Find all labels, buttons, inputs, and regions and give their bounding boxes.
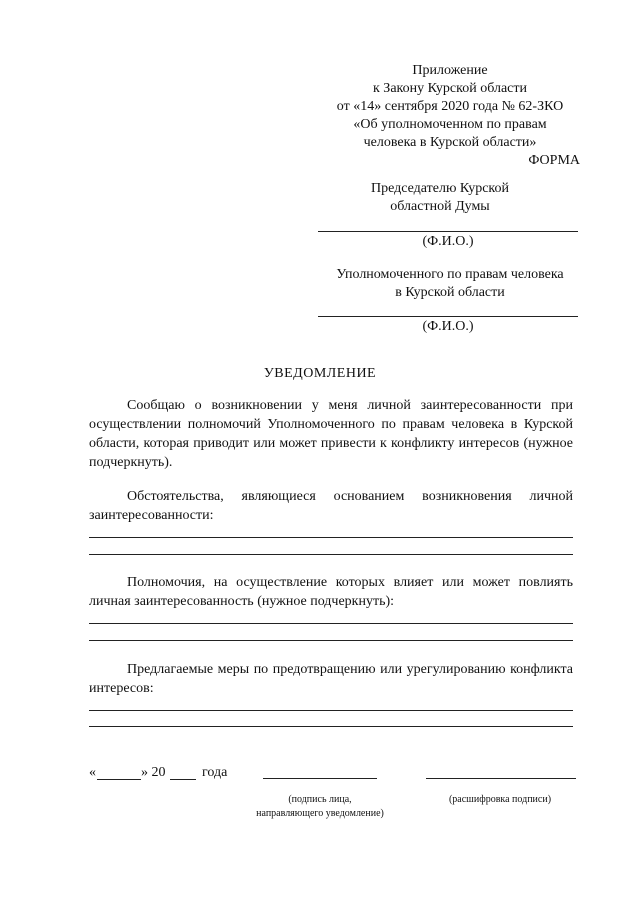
addressee-ombudsman — [310, 266, 590, 302]
addressee-chairman-line2: областной Думы — [390, 199, 490, 214]
form-label: ФОРМА — [528, 153, 580, 168]
decode-caption: (расшифровка подписи) — [448, 794, 552, 805]
appendix-law-name-1: «Об уполномоченном по правам — [353, 117, 547, 132]
notice-text: Сообщаю о возникновении у меня личной заинтересованности при осуществлении полномочий Уполномоченного по правам человека в Курской области, которая приводит или может привести к конфликту интересов (нужное подчеркнуть). — [89, 398, 573, 470]
appendix-title: Приложение — [412, 63, 488, 78]
addressee-chairman-line1: Председателю Курской — [370, 181, 509, 196]
chairman-fio-line[interactable] — [318, 231, 578, 232]
powers-text: Полномочия, на осуществление которых влияет или может повлиять личная заинтересованность (нужное подчеркнуть): — [89, 575, 573, 609]
chairman-fio-caption: (Ф.И.О.) — [422, 234, 474, 249]
ombudsman-fio-line[interactable] — [318, 316, 578, 317]
addressee-ombudsman-line2: в Курской области — [395, 285, 505, 300]
circumstances-text: Обстоятельства, являющиеся основанием возникновения личной заинтересованности: — [89, 489, 573, 523]
date-year-word: года — [202, 765, 228, 780]
circumstances-line-1[interactable] — [89, 537, 573, 538]
measures-line-1[interactable] — [89, 710, 573, 711]
circumstances-paragraph — [89, 487, 573, 525]
signature-caption-line1: (подпись лица, — [288, 794, 352, 805]
appendix-law-name-2: человека в Курской области» — [363, 135, 537, 150]
notice-paragraph — [89, 396, 573, 472]
measures-line-2[interactable] — [89, 726, 573, 727]
measures-text: Предлагаемые меры по предотвращению или урегулированию конфликта интересов: — [89, 662, 573, 696]
signature-caption — [235, 793, 405, 821]
addressee-chairman — [330, 180, 550, 216]
signature-field[interactable] — [263, 778, 377, 779]
circumstances-line-2[interactable] — [89, 554, 573, 555]
appendix-law-ref: к Закону Курской области — [373, 81, 527, 96]
appendix-law-date: от «14» сентября 2020 года № 62-ЗКО — [336, 99, 564, 114]
addressee-ombudsman-line1: Уполномоченного по правам человека — [336, 267, 564, 282]
appendix-header — [300, 62, 600, 152]
date-open-quote: « — [89, 765, 96, 780]
signature-decode-field[interactable] — [426, 778, 576, 779]
date-year-field[interactable] — [170, 779, 196, 780]
document-title: УВЕДОМЛЕНИЕ — [263, 366, 377, 381]
ombudsman-fio-caption: (Ф.И.О.) — [422, 319, 474, 334]
date-day-field[interactable] — [97, 779, 141, 780]
date-year-prefix: » 20 — [141, 765, 166, 780]
signature-caption-line2: направляющего уведомление) — [256, 808, 384, 819]
powers-line-1[interactable] — [89, 623, 573, 624]
powers-line-2[interactable] — [89, 640, 573, 641]
powers-paragraph — [89, 573, 573, 611]
measures-paragraph — [89, 660, 573, 698]
